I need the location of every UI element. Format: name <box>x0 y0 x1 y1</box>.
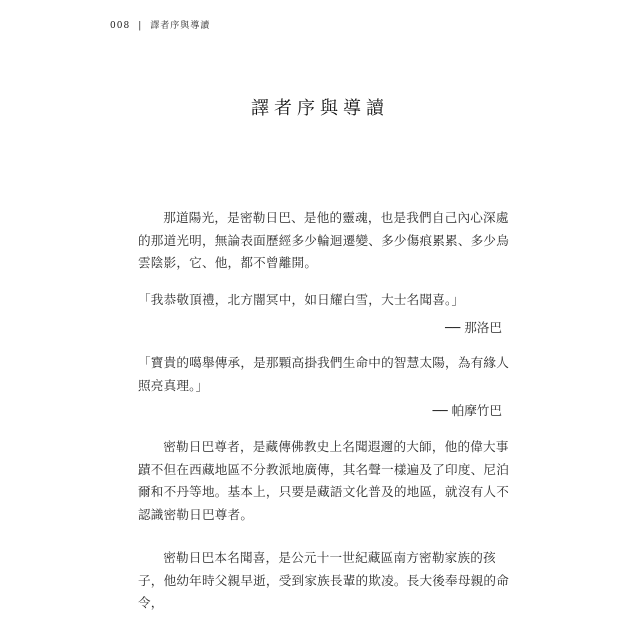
page-number: 008 <box>110 21 131 31</box>
chapter-title: 譯者序與導讀 <box>251 98 389 119</box>
header-separator: | <box>138 21 143 31</box>
body-paragraph-2: 密勒日巴本名聞喜，是公元十一世紀藏區南方密勒家族的孩子，他幼年時父親早逝，受到家族長輩的欺凌。長大後奉母親的命令， <box>138 550 510 610</box>
body-paragraph-1: 密勒日巴尊者，是藏傳佛教史上名聞遐邇的大師，他的偉大事蹟不但在西藏地區不分教派地廣傳，其名聲一樣遍及了印度、尼泊爾和不丹等地。基本上，只要是藏語文化普及的地區，就沒有人不認識密勒日巴尊者。 <box>138 439 510 522</box>
running-title: 譯者序與導讀 <box>150 21 211 31</box>
quote-phagmodrupa: 「寶貴的噶舉傳承，是那顆高掛我們生命中的智慧太陽，為有緣人照亮真理。」 <box>138 355 510 393</box>
quote-phagmodrupa-attribution: ── 帕摩竹巴 <box>432 403 502 418</box>
running-header <box>110 18 210 31</box>
quote-naropa: 「我恭敬頂禮，北方闇冥中，如日耀白雪，大士名聞喜。」 <box>138 292 465 307</box>
quote-naropa-attribution: ── 那洛巴 <box>445 320 502 335</box>
intro-paragraph: 那道陽光，是密勒日巴、是他的靈魂，也是我們自己內心深處的那道光明，無論表面歷經多少輪迴遷變、多少傷痕累累、多少烏雲陰影，它、他，都不曾離開。 <box>138 210 510 270</box>
